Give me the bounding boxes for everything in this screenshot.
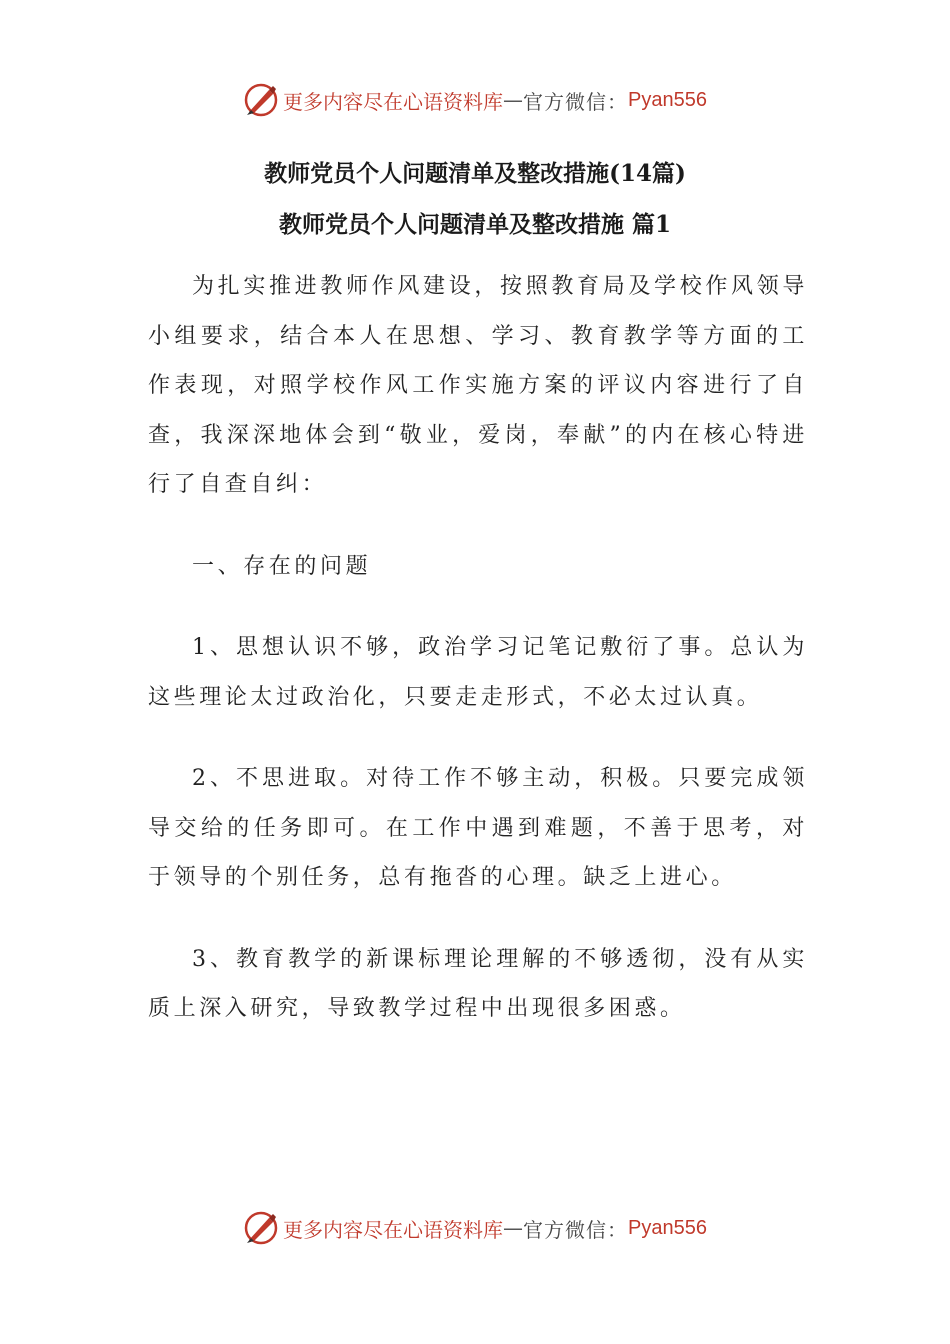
issue-item-1: 1、思想认识不够，政治学习记笔记敷衍了事。总认为这些理论太过政治化，只要走走形式，不必太过认真。 (148, 635, 808, 710)
pen-logo-icon (243, 1210, 279, 1246)
pen-logo-icon (243, 82, 279, 118)
header-banner (0, 82, 950, 118)
document-title: 教师党员个人问题清单及整改措施(14篇) (264, 160, 686, 187)
header-wechat-label: 官方微信： (523, 89, 629, 114)
footer-dash: — (503, 1216, 524, 1240)
document-subtitle: 教师党员个人问题清单及整改措施 篇1 (278, 211, 671, 238)
header-site-text: 更多内容尽在心语资料库 (283, 89, 504, 114)
footer-site-text: 更多内容尽在心语资料库 (283, 1217, 504, 1242)
header-dash: — (503, 88, 524, 112)
issue-item-2: 2、不思进取。对待工作不够主动，积极。只要完成领导交给的任务即可。在工作中遇到难题，不善于思考，对于领导的个别任务，总有拖沓的心理。缺乏上进心。 (148, 766, 808, 890)
section-heading: 一、存在的问题 (192, 553, 372, 579)
footer-wechat-label: 官方微信： (523, 1217, 629, 1242)
document-body (148, 262, 808, 1034)
header-wechat-id: Pyan556 (628, 88, 707, 111)
footer-wechat-id: Pyan556 (628, 1216, 707, 1239)
issue-item-3: 3、教育教学的新课标理论理解的不够透彻，没有从实质上深入研究，导致教学过程中出现很多困惑。 (148, 946, 808, 1021)
footer-banner (0, 1210, 950, 1246)
intro-paragraph: 为扎实推进教师作风建设，按照教育局及学校作风领导小组要求，结合本人在思想、学习、教育教学等方面的工作表现，对照学校作风工作实施方案的评议内容进行了自查，我深深地体会到“敬业，爱岗，奉献”的内在核心特进行了自查自纠： (148, 274, 808, 497)
